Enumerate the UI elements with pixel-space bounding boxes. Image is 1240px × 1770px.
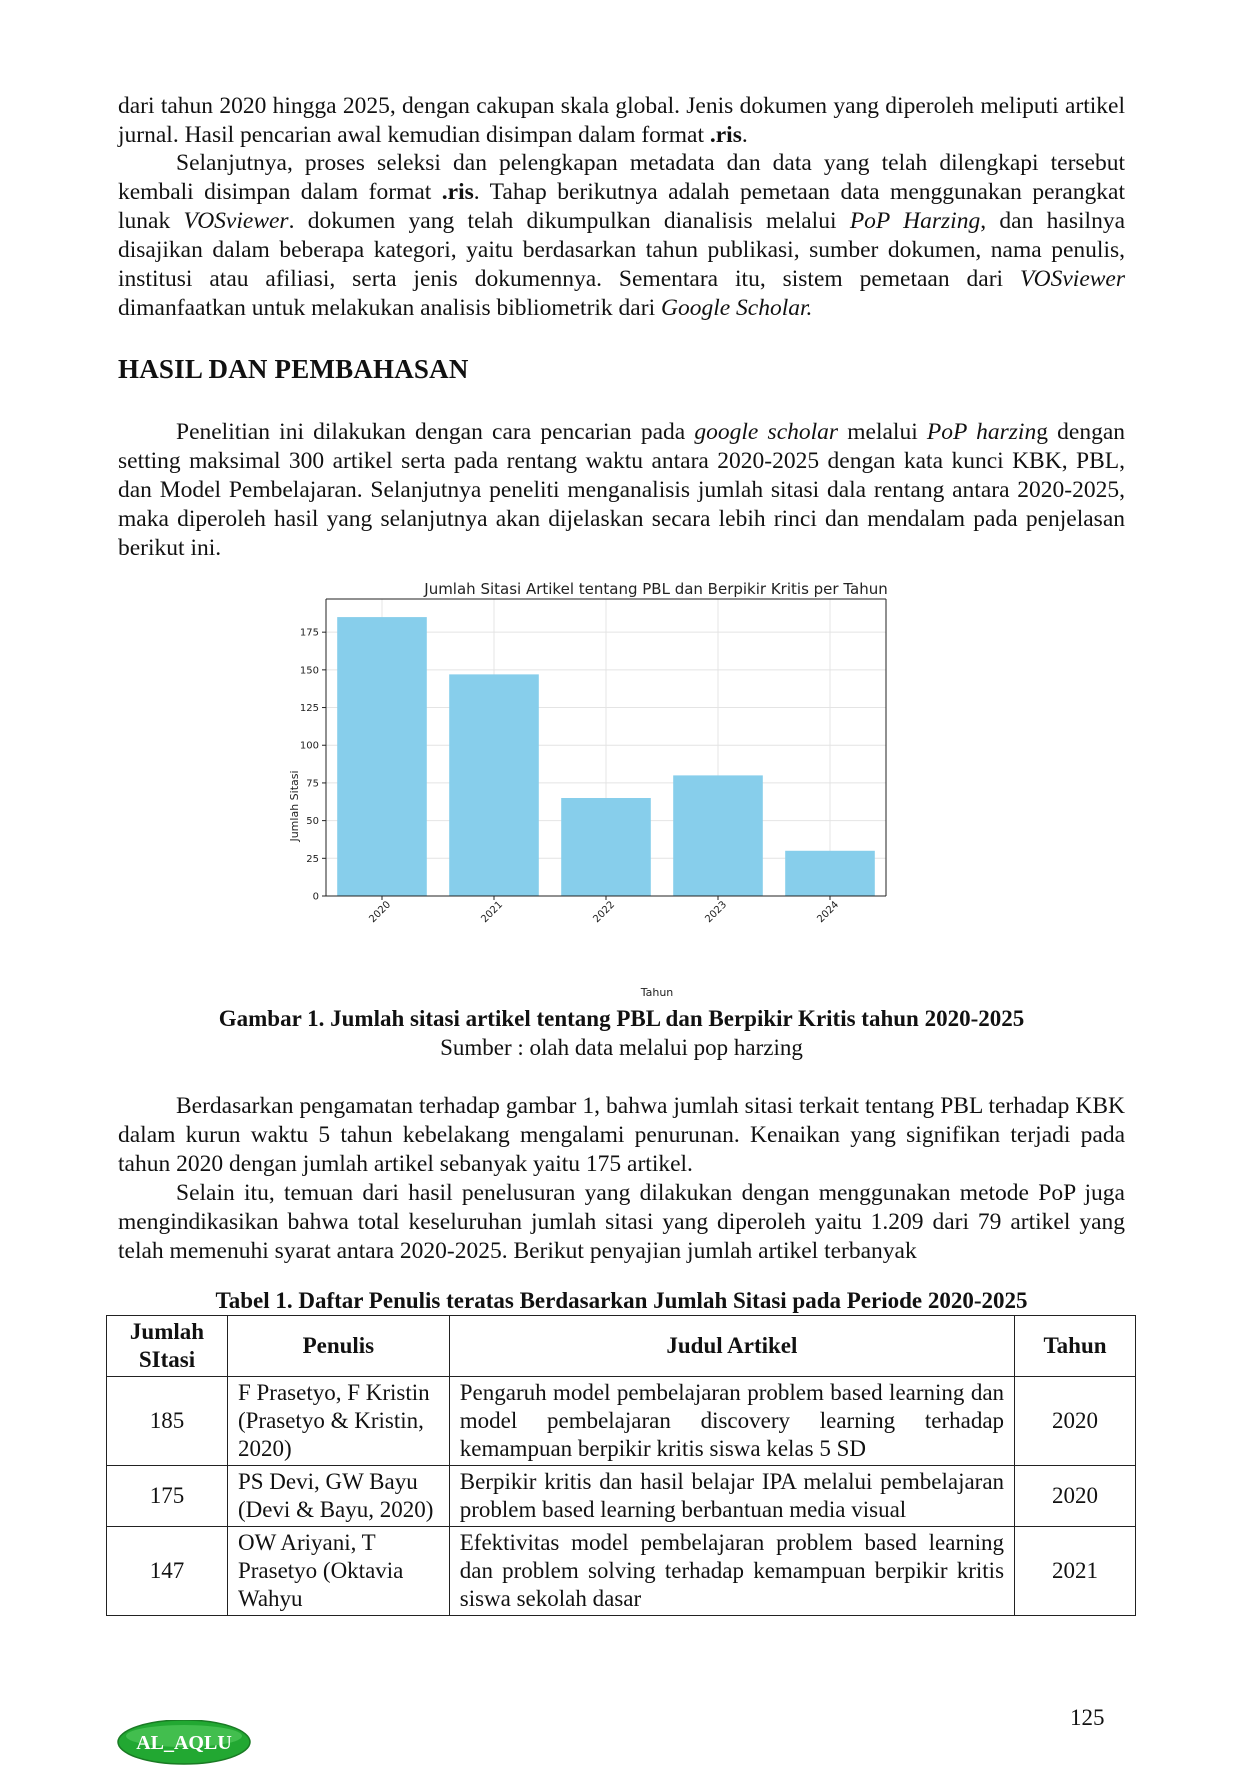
text-run: PoP harzin: [926, 419, 1037, 445]
header-jumlah-sitasi: Jumlah SItasi: [107, 1316, 228, 1377]
cell-sitasi: 175: [107, 1466, 228, 1527]
y-tick-label: 75: [306, 778, 319, 790]
cell-penulis: F Prasetyo, F Kristin (Prasetyo & Kristin, 2020): [227, 1377, 449, 1466]
text-run: PoP Harzing: [849, 208, 981, 234]
text-run: Berdasarkan pengamatan terhadap gambar 1, bahwa jumlah sitasi terkait tentang PBL terhadap KBK dalam kurun waktu 5 tahun kebelakang mengalami penurunan. Kenaikan yang signifikan terjadi pada tahun 2020 dengan jumlah artikel sebanyak yaitu 175 artikel.: [118, 1093, 1125, 1177]
header-penulis: Penulis: [227, 1316, 449, 1377]
cell-penulis: OW Ariyani, T Prasetyo (Oktavia Wahyu: [227, 1527, 449, 1616]
cell-sitasi: 185: [107, 1377, 228, 1466]
y-tick-label: 25: [306, 853, 319, 865]
table-row: [107, 1377, 1136, 1466]
text-run: dari tahun 2020 hingga 2025, dengan cakupan skala global. Jenis dokumen yang diperoleh meliputi artikel jurnal. Hasil pencarian awal kemudian disimpan dalam format: [118, 93, 1125, 148]
text-run: Selain itu, temuan dari hasil penelusuran yang dilakukan dengan menggunakan metode PoP juga mengindikasikan bahwa total keseluruhan jumlah sitasi yang diperoleh yaitu 1.209 dari 79 artikel yang telah memenuhi syarat antara 2020-2025. Berikut penyajian jumlah artikel terbanyak: [118, 1180, 1125, 1264]
cell-penulis: PS Devi, GW Bayu (Devi & Bayu, 2020): [227, 1466, 449, 1527]
header-judul-artikel: Judul Artikel: [449, 1316, 1014, 1377]
paragraph-total-citations: [118, 1179, 1125, 1266]
y-tick-label: 0: [312, 891, 319, 903]
x-tick-label: 2020: [367, 899, 394, 926]
text-run: .ris: [709, 122, 742, 148]
text-run: , dan hasilnya disajikan dalam beberapa kategori, yaitu berdasarkan tahun publikasi, sumber dokumen, nama penulis, institusi atau afiliasi, serta jenis dokumennya. Sementara itu, sistem pemetaan dari: [118, 208, 1125, 292]
figure-source: Sumber : olah data melalui pop harzing: [440, 1035, 803, 1060]
cell-tahun: 2020: [1015, 1466, 1136, 1527]
journal-logo: [116, 1720, 252, 1770]
text-run: Selanjutnya, proses seleksi dan pelengkapan metadata dan data yang telah dilengkapi tersebut kembali disimpan dalam format: [118, 150, 1125, 205]
table-row: [107, 1527, 1136, 1616]
bar-2022: [561, 798, 651, 896]
logo-text: AL_AQLU: [136, 1732, 232, 1754]
cell-judul: Pengaruh model pembelajaran problem based learning dan model pembelajaran discovery learning terhadap kemampuan berpikir kritis siswa kelas 5 SD: [449, 1377, 1014, 1466]
x-tick-label: 2021: [479, 899, 506, 926]
text-run: VOSviewer: [1019, 266, 1125, 292]
text-run: dimanfaatkan untuk melakukan analisis bibliometrik dari: [118, 295, 661, 321]
cell-tahun: 2021: [1015, 1527, 1136, 1616]
table-row: [107, 1466, 1136, 1527]
header-tahun: Tahun: [1015, 1316, 1136, 1377]
paragraph-discussion: [118, 1092, 1125, 1179]
text-run: . dokumen yang telah dikumpulkan dianalisis melalui: [288, 208, 850, 234]
paragraph-method-end: [118, 92, 1125, 150]
cell-judul: Berpikir kritis dan hasil belajar IPA melalui pembelajaran problem based learning berbantuan media visual: [449, 1466, 1014, 1527]
figure-bar-chart: [276, 576, 996, 1001]
y-axis-label: Jumlah Sitasi: [288, 770, 301, 842]
bar-2020: [337, 617, 427, 896]
text-run: .: [741, 122, 748, 148]
x-axis-label: Tahun: [640, 986, 674, 999]
y-tick-label: 50: [306, 816, 319, 828]
y-tick-label: 125: [299, 703, 319, 715]
table-caption: Tabel 1. Daftar Penulis teratas Berdasarkan Jumlah Sitasi pada Periode 2020-2025: [215, 1288, 1028, 1313]
bar-2021: [449, 674, 539, 896]
text-run: melalui: [838, 419, 927, 445]
text-run: VOSviewer: [183, 208, 289, 234]
page-number: 125: [1070, 1705, 1105, 1730]
y-tick-label: 100: [299, 740, 319, 752]
text-run: g dengan setting maksimal 300 artikel serta pada rentang waktu antara 2020-2025 dengan kata kunci KBK, PBL, dan Model Pembelajaran. Selanjutnya peneliti menganalisis jumlah sitasi dala rentang antara 2020-2025, maka diperoleh hasil yang selanjutnya akan dijelaskan secara lebih rinci dan mendalam pada penjelasan berikut ini.: [118, 419, 1125, 561]
text-run: Google Scholar.: [660, 295, 813, 321]
figure-caption: Gambar 1. Jumlah sitasi artikel tentang PBL dan Berpikir Kritis tahun 2020-2025: [218, 1006, 1025, 1031]
citation-bar-chart: [276, 576, 996, 1001]
y-tick-label: 150: [299, 665, 319, 677]
chart-title: Jumlah Sitasi Artikel tentang PBL dan Berpikir Kritis per Tahun: [424, 580, 888, 598]
text-run: Penelitian ini dilakukan dengan cara pencarian pada: [176, 419, 695, 445]
paragraph-method-mapping: [118, 149, 1125, 323]
x-tick-label: 2022: [591, 899, 618, 926]
text-run: .ris: [441, 179, 474, 205]
top-authors-table: [106, 1315, 1136, 1616]
table-header-row: [107, 1316, 1136, 1377]
cell-tahun: 2020: [1015, 1377, 1136, 1466]
text-run: google scholar: [694, 419, 839, 445]
section-heading: HASIL DAN PEMBAHASAN: [118, 354, 469, 384]
x-tick-label: 2023: [703, 899, 730, 926]
paragraph-results-intro: [118, 418, 1125, 563]
cell-sitasi: 147: [107, 1527, 228, 1616]
text-run: . Tahap berikutnya adalah pemetaan data menggunakan perangkat lunak: [118, 179, 1125, 234]
x-tick-label: 2024: [815, 899, 842, 926]
bar-2024: [785, 851, 875, 896]
cell-judul: Efektivitas model pembelajaran problem based learning dan problem solving terhadap kemampuan berpikir kritis siswa sekolah dasar: [449, 1527, 1014, 1616]
bar-2023: [673, 775, 763, 896]
y-tick-label: 175: [299, 627, 319, 639]
